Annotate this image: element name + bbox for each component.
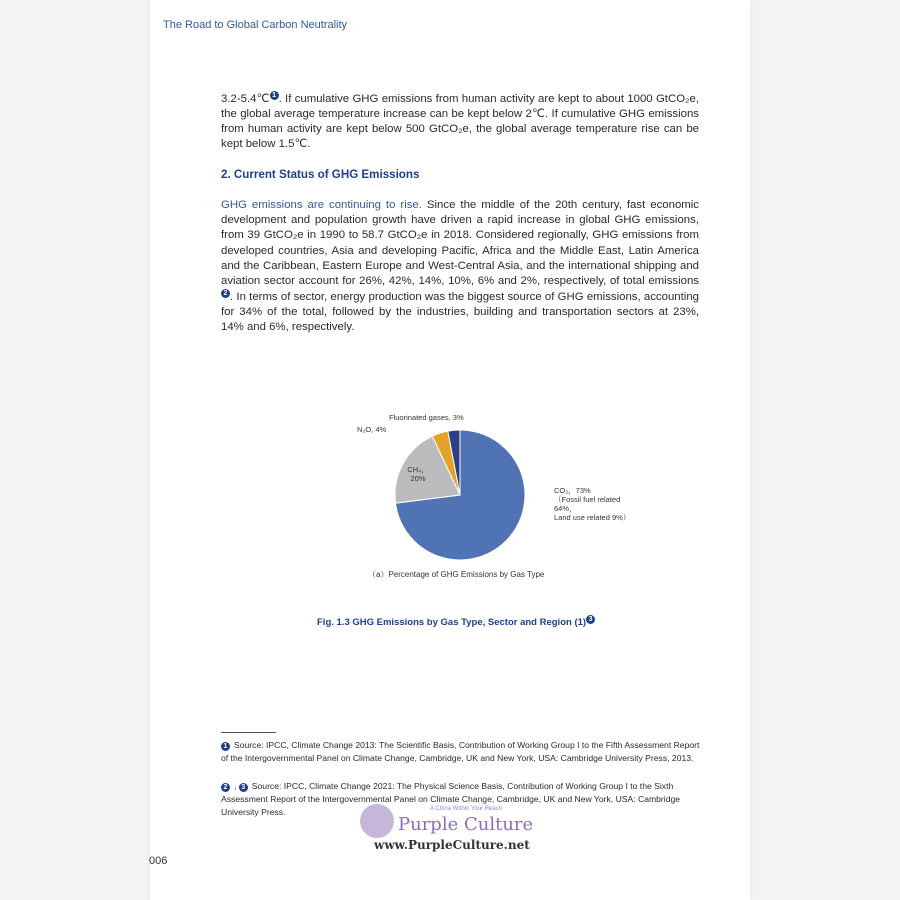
watermark-logo-icon xyxy=(360,804,394,838)
paragraph-temperature xyxy=(221,91,699,153)
footnote-marker: 1 xyxy=(221,742,230,751)
paragraph-text-end: . In terms of sector, energy production was the biggest source of GHG emissions, accounting for 34% of the total, followed by the industries, building and transportation sectors at 23%, 14% and 6%, respectively. xyxy=(221,291,699,334)
footnote-marker-separator: , xyxy=(234,781,239,791)
footnote-text: Source: IPCC, Climate Change 2013: The Scientific Basis, Contribution of Working Group I to the Fifth Assessment Report of the Intergovernmental Panel on Climate Change, Cambridge, UK and New York, USA: Cambridge University Press, 2013. xyxy=(221,740,700,763)
watermark xyxy=(360,802,560,862)
pie-label-fluorinated-gases: Fluorinated gases, 3% xyxy=(389,413,464,422)
figure-caption-text: Fig. 1.3 GHG Emissions by Gas Type, Sector and Region (1) xyxy=(317,617,587,629)
watermark-tagline: A China Within Your Reach xyxy=(430,806,503,812)
paragraph-text: Since the middle of the 20th century, fast economic development and population growth have driven a rapid increase in global GHG emissions, from 39 GtCO₂e in 1990 to 58.7 GtCO₂e in 2018. Considered regionally, GHG emissions from developed countries, Asia and developing Pacific, Africa and the Middle East, Latin America and the Caribbean, Eastern Europe and West-Central Asia, and the international shipping and aviation sector account for 26%, 42%, 14%, 10%, 6% and 2%, respectively, of total emissions xyxy=(221,199,699,288)
paragraph-lead: GHG emissions are continuing to rise. xyxy=(221,199,422,211)
footnote-ref-2[interactable]: 2 xyxy=(221,289,230,298)
paragraph-text: . If cumulative GHG emissions from human activity are kept to about 1000 GtCO₂e, the global average temperature increase can be kept below 2℃. If cumulative GHG emissions from human activity are kept below 500 GtCO₂e, the global average temperature rise can be kept below 1.5℃. xyxy=(221,92,699,151)
pie-label-n-o: N₂O, 4% xyxy=(357,425,387,434)
footnote-1 xyxy=(221,739,701,765)
footnote-text: Source: IPCC, Climate Change 2021: The Physical Science Basis, Contribution of Working Group I to the Sixth Assessment Report of the Intergovernmental Panel on Climate Change, Cambridge, UK and New York, USA: Cambridge University Press. xyxy=(221,781,681,817)
running-head: The Road to Global Carbon Neutrality xyxy=(163,19,348,31)
chart-subtitle: （a）Percentage of GHG Emissions by Gas Type xyxy=(368,570,545,579)
temperature-range: 3.2-5.4℃ xyxy=(221,92,270,105)
footnote-divider xyxy=(221,732,276,733)
pie-label-ch-: CH₄， 20% xyxy=(407,465,429,483)
ghg-pie-chart xyxy=(330,400,631,585)
watermark-name: Purple Culture xyxy=(398,814,534,835)
pie-label-co-: CO₂，73%（Fossil fuel related 64%， Land use related 9%） xyxy=(554,486,631,522)
footnote-marker: 2 xyxy=(221,783,230,792)
footnote-ref-1[interactable]: 1 xyxy=(270,91,279,100)
watermark-url: www.PurpleCulture.net xyxy=(374,838,530,852)
page-number: 006 xyxy=(149,855,168,867)
section-heading: 2. Current Status of GHG Emissions xyxy=(221,168,420,181)
pie-slices xyxy=(395,430,525,560)
footnote-marker: 3 xyxy=(239,783,248,792)
paragraph-emissions xyxy=(221,198,699,336)
footnote-ref-3[interactable]: 3 xyxy=(586,615,595,624)
figure-caption xyxy=(317,615,595,628)
